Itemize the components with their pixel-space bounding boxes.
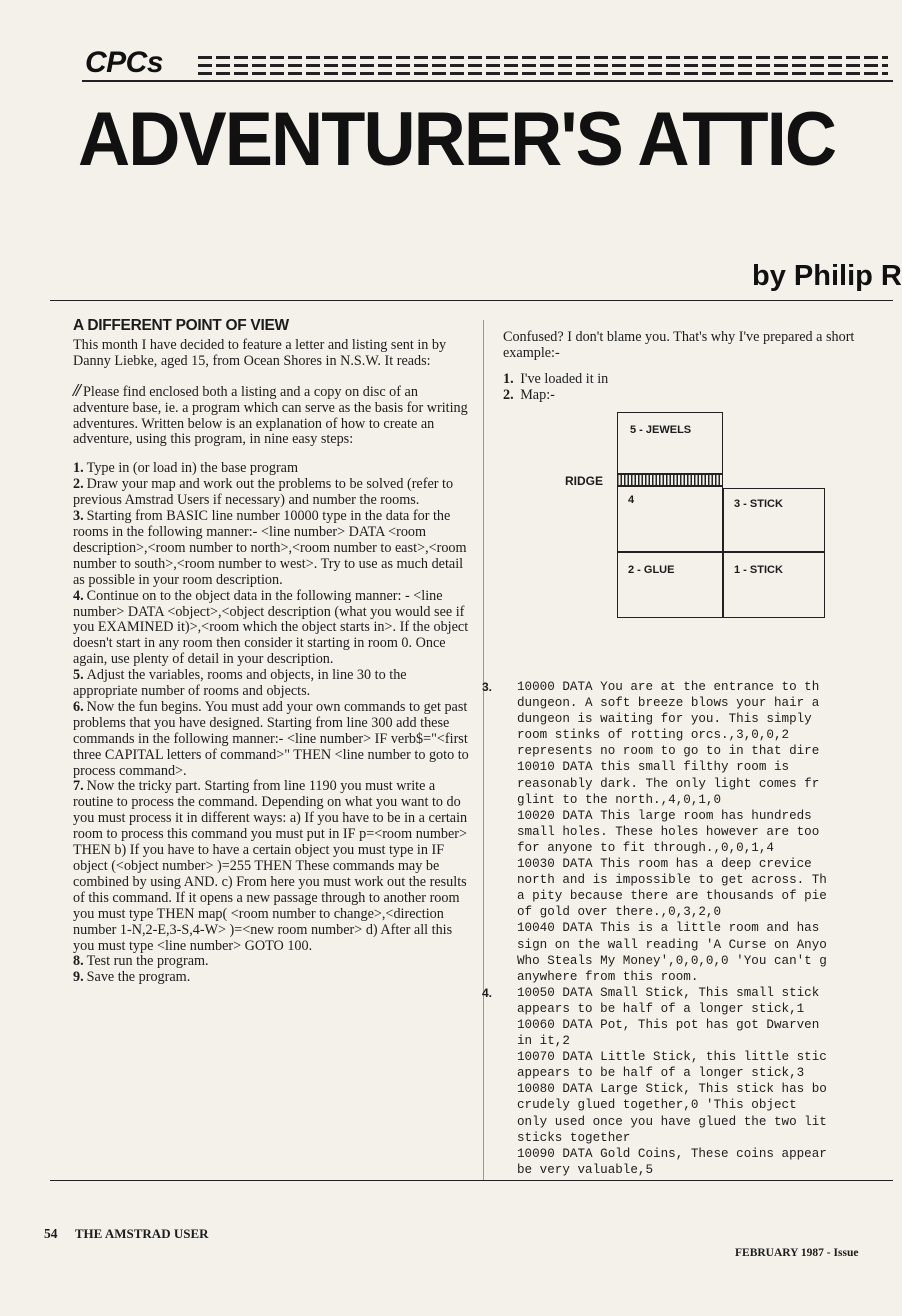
listing-block-objects [482,985,893,1178]
item-number: 2. [503,386,514,403]
step-item [73,509,473,589]
column-divider [483,320,484,1180]
step-item [73,954,473,970]
article-title: ADVENTURER'S ATTIC [78,97,836,182]
step-number: 4. [73,587,84,604]
data-listing [482,679,893,1178]
map-room-4 [617,486,723,552]
listing-block-rooms [482,679,893,985]
listing-line: a pity because there are thousands of pie [517,889,827,904]
step-text: Test run the program. [86,953,209,970]
listing-line: sign on the wall reading 'A Curse on Anyo [517,937,827,952]
room-label: 4 [628,493,635,506]
quote-mark: // [73,379,80,400]
step-item [73,589,473,669]
listing-line: crudely glued together,0 'This object [517,1098,797,1113]
listing-line: appears to be half of a longer stick,3 [517,1066,805,1081]
step-number: 6. [73,698,84,715]
intro-paragraph: This month I have decided to feature a letter and listing sent in by Danny Liebke, aged 15, from Ocean Shores in N.S.W. It reads: [73,336,447,369]
listing-line: 10070 DATA Little Stick, this little stic [517,1050,827,1065]
listing-line: room stinks of rotting orcs.,3,0,0,2 [517,728,790,743]
map-room-1 [723,552,825,618]
listing-step-number: 4. [482,985,493,1000]
listing-line: north and is impossible to get across. Th [517,873,827,888]
step-number: 2. [73,476,84,493]
step-text: Now the tricky part. Starting from line 1190 you must write a routine to process the command. Depending on what you want to do you must process it in different ways: a) If you have to be in a certain room to process this command you must put in IF p=<room number> THEN b) If you have to have a certain object you must type in IF object (<object number> )=255 THEN These commands may be combined by using AND. c) From here you must work out the results of this command. If it opens a new passage through to another room you must type THEN map( <room number to change>,<direction number 1-N,2-E,3-S,4-W> )=<new room number> d) After all this you must type <line number> GOTO 100. [73,778,468,954]
listing-line: Who Steals My Money',0,0,0,0 'You can't g [517,953,827,968]
listing-line: 10000 DATA You are at the entrance to th [517,680,820,694]
step-item [73,668,473,700]
header-rule [198,72,888,75]
listing-line: of gold over there.,0,3,2,0 [517,905,722,920]
step-text: Type in (or load in) the base program [86,460,298,477]
room-label: 1 - STICK [734,563,783,576]
article-header [0,0,902,320]
left-column [73,318,473,986]
step-number: 8. [73,953,84,970]
listing-line: represents no room to go to in that dire [517,744,820,759]
listing-line: 10050 DATA Small Stick, This small stick [517,985,820,1000]
page-number: 54 [44,1226,58,1241]
step-number: 5. [73,667,84,684]
listing-step-number: 3. [482,680,493,694]
listing-line: 10060 DATA Pot, This pot has got Dwarven [517,1017,820,1032]
letter-paragraph [73,379,473,449]
example-item [503,372,893,388]
listing-line: appears to be half of a longer stick,1 [517,1001,805,1016]
listing-line: 10030 DATA This room has a deep crevice [517,857,812,872]
step-item [73,461,473,477]
example-intro: Confused? I don't blame you. That's why I've prepared a short example:- [503,329,855,361]
listing-line: be very valuable,5 [517,1162,654,1177]
step-text: Continue on to the object data in the following manner: - <line number> DATA <object>,<object description (what you would see if you EXAMINED it)>,<room which the object starts in>. If the object doesn't start in any room then consider it starting in room 0. Once again, use plenty of detail in your description. [73,587,469,668]
right-column [503,330,893,642]
header-rule [198,64,888,67]
listing-line: 10020 DATA This large room has hundreds [517,808,812,823]
header-underline [82,80,893,82]
header-bottom-rule [50,300,893,301]
step-number: 7. [73,778,84,795]
listing-line: 10040 DATA This is a little room and has [517,921,820,936]
item-number: 1. [503,370,514,387]
listing-line: reasonably dark. The only light comes fr [517,776,820,791]
listing-line: sticks together [517,1130,631,1145]
page-footer-left [44,1226,209,1242]
letter-text: Please find enclosed both a listing and a copy on disc of an adventure base, ie. a program which can serve as the basis for writing adventures. Written below is an explanation of how to create an adventure, using this program, in nine easy steps: [73,383,468,448]
step-number: 9. [73,969,84,986]
listing-line: anywhere from this room. [517,969,699,984]
listing-line: small holes. These holes however are too [517,824,820,839]
item-text: I've loaded it in [520,370,609,387]
step-text: Now the fun begins. You must add your own commands to get past problems that you have designed. Starting from line 300 add these commands in the following manner:- <line number> IF verb$="<first three CAPITAL letters of command>" THEN <line number to goto to process command>. [73,698,469,779]
step-text: Save the program. [86,969,191,986]
step-item [73,700,473,780]
step-text: Starting from BASIC line number 10000 type in the data for the rooms in the following manner:- <line number> DATA <room description>,<room number to north>,<room number to east>,<room number to south>,<room number to west>. Try to use as much detail as possible in your room description. [73,508,467,588]
example-list [503,372,893,404]
magazine-name: THE AMSTRAD USER [74,1226,209,1241]
listing-line: glint to the north.,4,0,1,0 [517,792,722,807]
steps-list [73,461,473,986]
room-label: 3 - STICK [734,497,783,510]
step-number: 1. [73,460,84,477]
section-subhead: A DIFFERENT POINT OF VIEW [73,317,289,334]
header-rule [198,56,888,59]
step-text: Draw your map and work out the problems to be solved (refer to previous Amstrad Users if necessary) and number the rooms. [73,476,454,509]
byline: by Philip R [752,260,902,292]
footer-rule [50,1180,893,1181]
listing-line: in it,2 [517,1034,570,1049]
step-text: Adjust the variables, rooms and objects, in line 30 to the appropriate number of rooms and objects. [73,667,407,700]
item-text: Map:- [520,386,555,403]
example-item [503,388,893,404]
listing-line: dungeon is waiting for you. This simply [517,712,812,727]
listing-line: 10080 DATA Large Stick, This stick has bo [517,1082,827,1097]
ridge-hatch [617,474,723,486]
step-item [73,779,473,954]
issue-date: FEBRUARY 1987 - Issue [735,1247,859,1259]
adventure-map [551,412,811,642]
listing-line: only used once you have glued the two lit [517,1114,827,1129]
ridge-label: RIDGE [565,473,604,488]
listing-line: 10090 DATA Gold Coins, These coins appear [517,1146,827,1161]
listing-line: 10010 DATA this small filthy room is [517,760,790,775]
map-room-3 [723,488,825,552]
step-number: 3. [73,508,84,525]
listing-line: for anyone to fit through.,0,0,1,4 [517,840,774,855]
room-label: 2 - GLUE [628,563,675,576]
section-label: CPCs [85,46,164,79]
step-item [73,970,473,986]
step-item [73,477,473,509]
listing-line: dungeon. A soft breeze blows your hair a [517,696,820,711]
map-room-5 [617,412,723,474]
map-room-2 [617,552,723,618]
room-label: 5 - JEWELS [630,423,692,436]
